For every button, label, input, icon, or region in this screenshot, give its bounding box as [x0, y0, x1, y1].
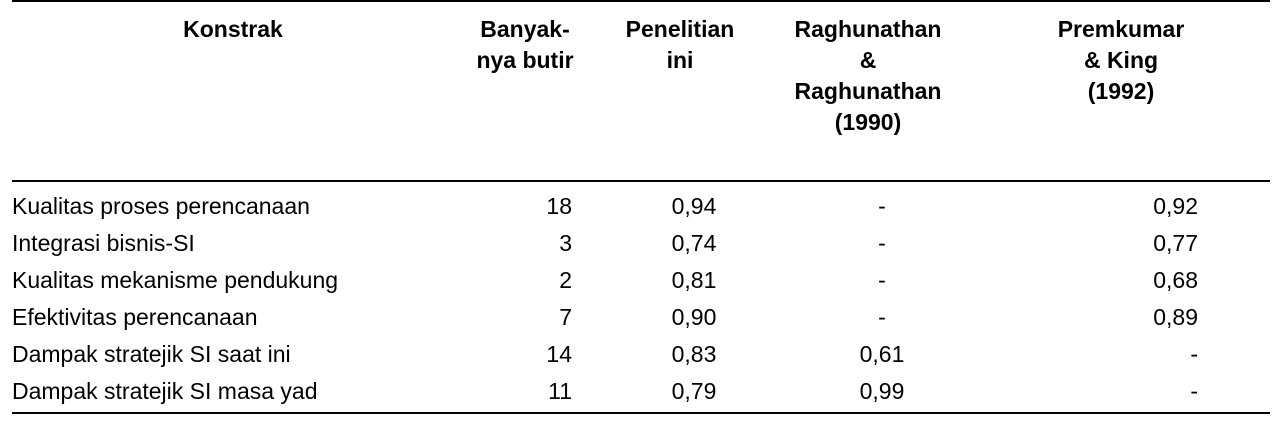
reliability-table: [12, 0, 1270, 414]
cell-premkumar: 0,77: [1153, 230, 1198, 256]
header-premkumar-king: Premkumar & King (1992): [972, 1, 1270, 181]
table-row: [12, 262, 1270, 299]
cell-penelitian: 0,79: [596, 373, 764, 413]
cell-raghunathan: -: [878, 230, 886, 256]
cell-butir: 11: [454, 373, 596, 413]
cell-konstrak: Dampak stratejik SI masa yad: [12, 373, 454, 413]
cell-konstrak: Integrasi bisnis-SI: [12, 230, 195, 256]
cell-butir: 14: [546, 341, 572, 367]
header-raghunathan: Raghunathan & Raghunathan (1990): [764, 1, 972, 181]
cell-butir: 3: [559, 230, 572, 256]
table-row: [12, 336, 1270, 373]
cell-raghunathan: 0,61: [859, 341, 905, 367]
cell-konstrak: Dampak stratejik SI saat ini: [12, 341, 291, 367]
table-row: [12, 181, 1270, 225]
cell-premkumar: -: [972, 373, 1270, 413]
cell-premkumar: -: [1190, 341, 1198, 367]
table-header-row: [12, 1, 1270, 181]
cell-konstrak: Kualitas mekanisme pendukung: [12, 267, 339, 293]
header-konstrak: Konstrak: [12, 1, 454, 181]
cell-premkumar: 0,68: [1153, 267, 1198, 293]
cell-butir: 18: [546, 193, 572, 219]
cell-premkumar: 0,89: [1153, 304, 1198, 330]
cell-konstrak: Kualitas proses perencanaan: [12, 193, 310, 219]
cell-penelitian: 0,74: [671, 230, 717, 256]
cell-raghunathan: 0,99: [764, 373, 972, 413]
cell-konstrak: Efektivitas perencanaan: [12, 304, 258, 330]
cell-penelitian: 0,94: [671, 193, 717, 219]
cell-premkumar: 0,92: [1153, 193, 1198, 219]
cell-butir: 7: [559, 304, 572, 330]
cell-penelitian: 0,81: [671, 267, 717, 293]
header-penelitian-ini: Penelitian ini: [596, 1, 764, 181]
table-row: [12, 373, 1270, 413]
cell-butir: 2: [559, 267, 572, 293]
table-row: [12, 225, 1270, 262]
cell-raghunathan: -: [878, 267, 886, 293]
cell-penelitian: 0,83: [671, 341, 717, 367]
cell-penelitian: 0,90: [671, 304, 717, 330]
table-row: [12, 299, 1270, 336]
cell-raghunathan: -: [878, 304, 886, 330]
header-banyaknya-butir: Banyak- nya butir: [454, 1, 596, 181]
cell-raghunathan: -: [878, 193, 886, 219]
